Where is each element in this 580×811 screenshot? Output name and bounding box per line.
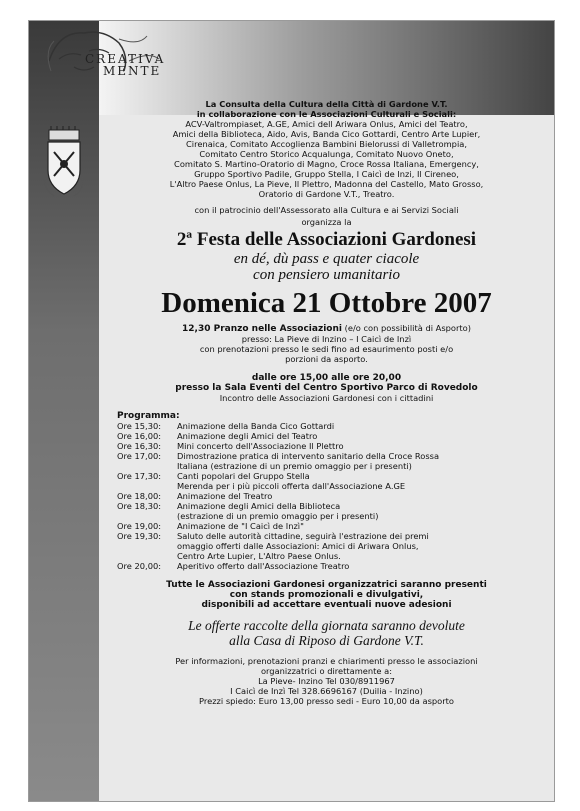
program-item xyxy=(117,521,554,531)
event-date: Domenica 21 Ottobre 2007 xyxy=(161,287,492,319)
program-text: Animazione degli Amici della Biblioteca xyxy=(177,501,341,511)
lunch-line4: porzioni da asporto. xyxy=(285,354,368,364)
associations-line: L'Altro Paese Onlus, La Pieve, Il Plettro, Madonna del Castello, Mato Grosso, xyxy=(169,179,484,189)
program-time: Ore 18,30: xyxy=(117,501,162,511)
afternoon-desc: Incontro delle Associazioni Gardonesi con i cittadini xyxy=(219,393,434,403)
afternoon-venue: presso la Sala Eventi del Centro Sportivo Parco di Rovedolo xyxy=(175,383,478,393)
program-section xyxy=(117,411,554,571)
associations-line: Cirenaica, Comitato Accoglienza Bambini Bielorussi di Valletrompia, xyxy=(186,139,467,149)
associations-line: Gruppo Sportivo Padile, Gruppo Stella, I Caicì de Inzi, Il Cireneo, xyxy=(194,169,459,179)
event-title: 2ª Festa delle Associazioni Gardonesi xyxy=(176,229,477,250)
donation-notice xyxy=(99,618,554,648)
lunch-section xyxy=(99,323,554,364)
program-text: Canti popolari del Gruppo Stella xyxy=(177,471,310,481)
program-continuation: (estrazione di un premio omaggio per i presenti) xyxy=(177,511,379,521)
program-text: Animazione della Banda Cico Gottardi xyxy=(177,421,335,431)
program-item xyxy=(117,491,554,501)
stands-notice xyxy=(99,580,554,610)
program-item xyxy=(117,421,554,431)
program-continuation: Italiana (estrazione di un premio omaggio per i presenti) xyxy=(177,461,412,471)
stands-line2: con stands promozionali e divulgativi, xyxy=(229,590,424,600)
program-time: Ore 17,00: xyxy=(117,451,162,461)
program-item xyxy=(117,471,554,481)
program-continuation: Centro Arte Lupier, L'Altro Paese Onlus. xyxy=(177,551,341,561)
program-item xyxy=(117,501,554,511)
program-text: Animazione del Treatro xyxy=(177,491,273,501)
patronage-text: con il patrocinio dell'Assessorato alla Cultura e ai Servizi Sociali xyxy=(194,205,459,215)
subtitle-line2: con pensiero umanitario xyxy=(253,267,400,283)
info-line1: Per informazioni, prenotazioni pranzi e chiarimenti presso le associazioni xyxy=(175,656,478,666)
program-time: Ore 19,30: xyxy=(117,531,162,541)
program-item xyxy=(117,561,554,571)
associations-line: Comitato S. Martino-Oratorio di Magno, Croce Rossa Italiana, Emergency, xyxy=(174,159,479,169)
afternoon-time: dalle ore 15,00 alle ore 20,00 xyxy=(251,373,402,383)
program-time: Ore 20,00: xyxy=(117,561,162,571)
associations-line: ACV-Valtrompiaset, A.GE, Amici dell Ariwara Onlus, Amici del Teatro, xyxy=(185,119,468,129)
logo-text-line2: MENTE xyxy=(103,64,162,78)
associations-list xyxy=(99,119,554,199)
program-text: Dimostrazione pratica di intervento sanitario della Croce Rossa xyxy=(177,451,440,461)
program-time: Ore 18,00: xyxy=(117,491,162,501)
program-time: Ore 17,30: xyxy=(117,471,162,481)
program-text: Mini concerto dell'Associazione Il Plettro xyxy=(177,441,344,451)
associations-line: Oratorio di Gardone V.T., Treatro. xyxy=(258,189,395,199)
lunch-note: (e/o con possibilità di Asporto) xyxy=(341,323,471,333)
header-line1: La Consulta della Cultura della Città di Gardone V.T. xyxy=(205,99,448,109)
subtitle-line1: en dé, dù pass e quater ciacole xyxy=(233,251,420,267)
program-text: Animazione de "I Caicì de Inzì" xyxy=(177,521,304,531)
town-crest-icon xyxy=(44,126,84,200)
info-line3: La Pieve- Inzino Tel 030/8911967 xyxy=(258,676,395,686)
program-item xyxy=(117,431,554,441)
program-time: Ore 15,30: xyxy=(117,421,162,431)
lunch-title: 12,30 Pranzo nelle Associazioni xyxy=(182,324,342,334)
program-heading: Programma: xyxy=(117,411,180,421)
creativa-mente-logo xyxy=(29,21,179,83)
program-continuation: Merenda per i più piccoli offerta dall'Associazione A.GE xyxy=(177,481,406,491)
program-item xyxy=(117,451,554,461)
program-list xyxy=(117,421,554,571)
stands-line1: Tutte le Associazioni Gardonesi organizzatrici saranno presenti xyxy=(166,580,487,590)
associations-line: Amici della Biblioteca, Aido, Avis, Banda Cico Gottardi, Centro Arte Lupier, xyxy=(172,129,481,139)
program-time: Ore 16,00: xyxy=(117,431,162,441)
program-text: Animazione degli Amici del Teatro xyxy=(177,431,318,441)
program-text: Saluto delle autorità cittadine, seguirà l'estrazione dei premi xyxy=(177,531,429,541)
associations-line: Comitato Centro Storico Acqualunga, Comitato Nuovo Oneto, xyxy=(199,149,454,159)
content xyxy=(99,99,554,706)
program-text: Aperitivo offerto dall'Associazione Treatro xyxy=(177,561,350,571)
program-item xyxy=(117,441,554,451)
logo-text xyxy=(85,53,165,77)
info-section xyxy=(99,656,554,706)
header-line2: in collaborazione con le Associazioni Culturali e Sociali: xyxy=(196,109,457,119)
event-subtitle xyxy=(99,251,554,283)
info-line5: Prezzi spiedo: Euro 13,00 presso sedi - Euro 10,00 da asporto xyxy=(199,696,454,706)
lunch-line3: con prenotazioni presso le sedi fino ad esaurimento posti e/o xyxy=(199,344,454,354)
program-continuation: omaggio offerti dalle Associazioni: Amici di Ariwara Onlus, xyxy=(177,541,419,551)
donation-line2: alla Casa di Riposo di Gardone V.T. xyxy=(229,633,424,648)
organizes-text: organizza la xyxy=(301,217,352,227)
program-time: Ore 16,30: xyxy=(117,441,162,451)
program-time: Ore 19,00: xyxy=(117,521,162,531)
logo-text-line1: CREATIVA xyxy=(85,52,166,66)
donation-line1: Le offerte raccolte della giornata saranno devolute xyxy=(188,618,465,633)
afternoon-section xyxy=(99,373,554,403)
program-item xyxy=(117,531,554,541)
stands-line3: disponibili ad accettare eventuali nuove adesioni xyxy=(201,600,452,610)
info-line4: I Caicì de Inzì Tel 328.6696167 (Duilia - Inzino) xyxy=(230,686,423,696)
poster xyxy=(28,20,555,802)
info-line2: organizzatrici o direttamente a: xyxy=(260,666,393,676)
lunch-line2: presso: La Pieve di Inzino – I Caicì de Inzì xyxy=(241,334,412,344)
